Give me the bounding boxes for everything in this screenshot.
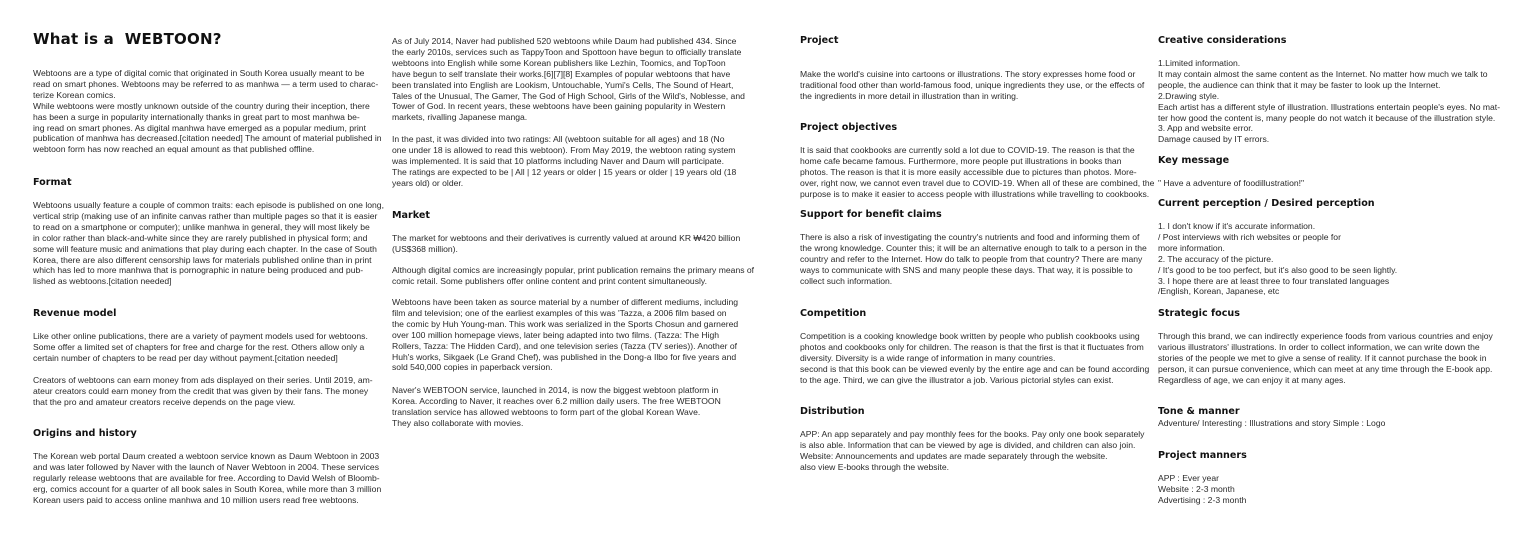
market-paragraph-4: Naver's WEBTOON service, launched in 2014, is now the biggest webtoon platform in Korea. According to Naver, it reaches over 6.2 million daily users. The free WEBTOON translation service has allowed webtoons to form part of the global Korean Wave. They also collaborate with movies.	[392, 385, 721, 428]
market-paragraph-2: Although digital comics are increasingly popular, print publication remains the primary means of comic retail. Some publishers offer online content and print content simultaneously.	[392, 265, 755, 286]
creative-heading: Creative considerations	[1158, 35, 1287, 46]
revenue-heading: Revenue model	[33, 308, 117, 319]
creative-paragraph: 1.Limited information. It may contain almost the same content as the Internet. No matter how much we talk to people, the audience can think that it may be faster to look up the Internet. 2.Drawing style. Each artist has a different style of illustration. Illustrations entertain people's eyes. No mat- ter how good the content is, many people do not watch it because of the illustration style. 3. App and website error. Damage caused by IT errors.	[1158, 58, 1501, 145]
key-message-heading: Key message	[1158, 155, 1230, 166]
perception-heading: Current perception / Desired perception	[1158, 198, 1375, 209]
revenue-paragraph-2: Creators of webtoons can earn money from ads displayed on their series. Until 2019, am- ateur creators could earn money from the credit that was given by their fans. The money that the pro and amateur creators receive depends on the page view.	[33, 375, 373, 407]
tone-text: Adventure/ Interesting : Illustrations and story Simple : Logo	[1158, 418, 1386, 428]
market-paragraph-3: Webtoons have been taken as source material by a number of different mediums, including film and television; one of the earliest examples of this was 'Tazza, a 2006 film based on the comic by Huh Young-man. This work was serialized in the Sports Chosun and garnered over 100 million homepage views, later being adapted into two films. (Tazza: The High Rollers, Tazza: The Hidden Card), and one television series (Tazza (TV series)). Another of Huh's works, Sikgaek (Le Grand Chef), was published in the Dong-a Ilbo for five years and sold 540,000 copies in paperback version.	[392, 297, 739, 373]
project-heading: Project	[800, 35, 839, 46]
format-heading: Format	[33, 177, 72, 188]
competition-heading: Competition	[800, 308, 867, 319]
project-paragraph: Make the world's cuisine into cartoons or illustrations. The story expresses home food or traditional food other than world-famous food, unique ingredients they use, or the effects of the ingredients in more detail in illustration than in writing.	[800, 69, 1145, 101]
manners-heading: Project manners	[1158, 450, 1247, 461]
ratings-paragraph: In the past, it was divided into two ratings: All (webtoon suitable for all ages) and 18 (No one under 18 is allowed to read this webtoon). From May 2019, the webtoon rating system was implemented. It is said that 10 platforms including Naver and Daum will participate. The ratings are expected to be | All | 12 years or older | 15 years or older | 19 years old (18 years old) or older.	[392, 134, 737, 188]
perception-paragraph: 1. I don't know if it's accurate information. / Post interviews with rich websites or people for more information. 2. The accuracy of the picture. / It's good to be too perfect, but it's also good to be seen lightly. 3. I hope there are at least three to four translated languages /English, Korean, Japanese, etc	[1158, 221, 1398, 297]
revenue-paragraph-1: Like other online publications, there are a variety of payment models used for webtoons. Some offer a limited set of chapters for free and charge for the rest. Others allow only a certain number of chapters to be read per day without payment.[citation needed]	[33, 331, 368, 363]
support-paragraph: There is also a risk of investigating the country's nutrients and food and informing them of the wrong knowledge. Counter this; it will be an alternative enough to talk to a person in the country and refer to the Internet. How do talk to people from that country? There are many ways to communicate with SNS and many people these days. That way, it is possible to collect such information.	[800, 232, 1147, 286]
intro-paragraph: Webtoons are a type of digital comic that originated in South Korea usually meant to be read on smart phones. Webtoons may be referred to as manhwa — a term used to charac- terize Korean comics. While webtoons were mostly unknown outside of the country during their inception, there has been a surge in popularity internationally thanks in great part to most manhwa be- ing read on smart phones. As digital manhwa have emerged as a popular medium, print publication of manhwa has decreased.[citation needed] The amount of material published in webtoon form has now reached an equal amount as that published offline.	[33, 68, 382, 155]
distribution-paragraph: APP: An app separately and pay monthly fees for the books. Pay only one book separately is also able. Information that can be viewed by age is divided, and children can also join. Website: Announcements and updates are made separately through the website. also view E-books through the website.	[800, 429, 1145, 472]
origins-heading: Origins and history	[33, 428, 137, 439]
market-paragraph-1: The market for webtoons and their derivatives is currently valued at around KR ₩420 billion (US$368 million).	[392, 233, 741, 254]
competition-paragraph: Competition is a cooking knowledge book written by people who publish cookbooks using photos and cookbooks only for children. The reason is that the first is that it fluctuates from diversity. Diversity is a wide range of information in many countries. second is that this book can be viewed evenly by the entire age and can be found according to the age. Third, we can give the illustrator a job. Various pictorial styles can exist.	[800, 331, 1150, 385]
history-paragraph: As of July 2014, Naver had published 520 webtoons while Daum had published 434. Since the early 2010s, services such as TappyToon and Spottoon have begun to officially translate webtoons into English while some Korean publishers like Lezhin, Toomics, and TopToon have begun to self translate their works.[6][7][8] Examples of popular webtoons that have been translated into English are Lookism, Untouchable, Yumi's Cells, The Sound of Heart, Tales of the Unusual, The Gamer, The God of High School, Girls of the Wild's, Noblesse, and Tower of God. In recent years, these webtoons have been gaining popularity in Western markets, rivalling Japanese manga.	[392, 36, 745, 123]
market-heading: Market	[392, 210, 430, 221]
page-title: What is a WEBTOON?	[33, 30, 222, 48]
strategic-paragraph: Through this brand, we can indirectly experience foods from various countries and enjoy various illustrators' illustrations. In order to collect information, we can write down the stories of the people we met to give a sense of reality. If it cannot purchase the book in person, it can pursue convenience, which can meet at any time through the E-book app. Regardless of age, we can enjoy it at many ages.	[1158, 331, 1493, 385]
strategic-heading: Strategic focus	[1158, 308, 1240, 319]
format-paragraph: Webtoons usually feature a couple of common traits: each episode is published on one long, vertical strip (making use of an infinite canvas rather than multiple pages so that it is easier to read on a smartphone or computer); unlike manhwa in general, they will most likely be in color rather than black-and-white since they are rarely published in physical form; and some will feature music and animations that play during each chapter. In the case of South Korea, there are also different censorship laws for materials published online than in print which has led to more manhwa that is pornographic in nature being produced and pub- lished as webtoons.[citation needed]	[33, 200, 384, 287]
key-message-text: " Have a adventure of foodillustration!"	[1158, 178, 1305, 188]
origins-paragraph: The Korean web portal Daum created a webtoon service known as Daum Webtoon in 2003 and was later followed by Naver with the launch of Naver Webtoon in 2004. These services regularly release webtoons that are available for free. According to David Welsh of Bloomb- erg, comics account for a quarter of all book sales in South Korea, while more than 3 million Korean users paid to access online manhwa and 10 million users read free webtoons.	[33, 451, 382, 505]
support-heading: Support for benefit claims	[800, 209, 942, 220]
tone-heading: Tone & manner	[1158, 406, 1240, 417]
manners-paragraph: APP : Ever year Website : 2-3 month Advertising : 2-3 month	[1158, 473, 1247, 505]
objectives-paragraph: It is said that cookbooks are currently sold a lot due to COVID-19. The reason is that the home cafe became famous. Furthermore, more people put illustrations in books than photos. The reason is that it is more easily accessible due to pictures than photos. More- over, right now, we cannot even travel due to COVID-19. When all of these are combined, the purpose is to make it easier to access people with illustrations while travelling to cookbooks.	[800, 145, 1155, 199]
distribution-heading: Distribution	[800, 406, 865, 417]
objectives-heading: Project objectives	[800, 122, 898, 133]
